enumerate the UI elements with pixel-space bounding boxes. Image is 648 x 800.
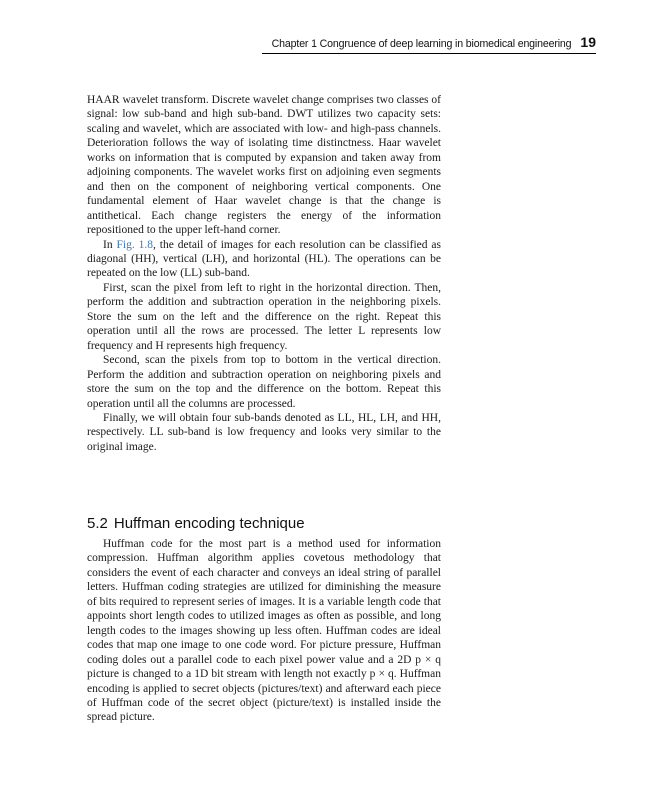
section-number: 5.2 bbox=[87, 515, 108, 532]
paragraph-haar-wavelet: HAAR wavelet transform. Discrete wavelet change comprises two classes of signal: low sub-band and high sub-band. DWT utilizes two capacity sets: scaling and wavelet, which are associated with low- and high-pass channels. Deterioration follows the way of isolating time distinctness. Haar wavelet works on information that is computed by expansion and taken away from adjoining components. The wavelet works first on adjoining even segments and then on the component of neighboring vertical components. One fundamental element of Haar wavelet change is that the change is antithetical. Each change registers the energy of the information repositioned to the upper left-hand corner. bbox=[87, 94, 441, 237]
paragraph-prefix: In bbox=[103, 238, 117, 251]
paragraph-horizontal-scan: First, scan the pixel from left to right in the horizontal direction. Then, perform the addition and subtraction operation in the neighboring pixels. Store the sum on the left and the difference on the right. Repeat this operation until all the rows are processed. The letter L represents low frequency and H represents high frequency. bbox=[87, 281, 441, 352]
paragraph-body: , the detail of images for each resolution can be classified as diagonal (HH), vertical (LH), and horizontal (HL). The operations can be repeated on the low (LL) sub-band. bbox=[87, 238, 441, 280]
paragraph-vertical-scan: Second, scan the pixels from top to bottom in the vertical direction. Perform the addition and subtraction operation on neighboring pixels and store the sum on the top and the difference on the bottom. Repeat this operation until all the columns are processed. bbox=[87, 354, 441, 410]
header-rule bbox=[262, 53, 596, 54]
chapter-title: Chapter 1 Congruence of deep learning in biomedical engineering bbox=[271, 38, 572, 50]
paragraph-huffman: Huffman code for the most part is a method used for information compression. Huffman algorithm applies covetous methodology that considers the event of each character and conveys an ideal string of parallel letters. Huffman coding strategies are utilized for diminishing the measure of bits required to represent series of images. It is a variable length code that appoints short length codes to utilized images as often as possible, and long length codes to the images showing up less often. Huffman codes are ideal codes that map one image to one code word. For picture pressure, Huffman coding doles out a parallel code to each pixel power value and a 2D p × q picture is changed to a 1D bit stream with length not exactly p × q. Huffman encoding is applied to secret objects (pictures/text) and afterward each piece of Huffman code of the secret object (picture/text) is installed inside the spread picture. bbox=[87, 538, 441, 724]
paragraph-sub-bands: Finally, we will obtain four sub-bands denoted as LL, HL, LH, and HH, respectively. LL sub-band is low frequency and looks very similar to the original image. bbox=[87, 411, 441, 453]
paragraph-fig-reference bbox=[87, 238, 441, 281]
body-text-bottom bbox=[87, 537, 441, 725]
section-title: Huffman encoding technique bbox=[113, 515, 305, 532]
page-number: 19 bbox=[580, 34, 596, 50]
running-header bbox=[86, 34, 596, 52]
section-heading bbox=[87, 515, 441, 532]
figure-link[interactable]: Fig. 1.8 bbox=[116, 238, 154, 251]
body-text-top bbox=[87, 93, 441, 454]
